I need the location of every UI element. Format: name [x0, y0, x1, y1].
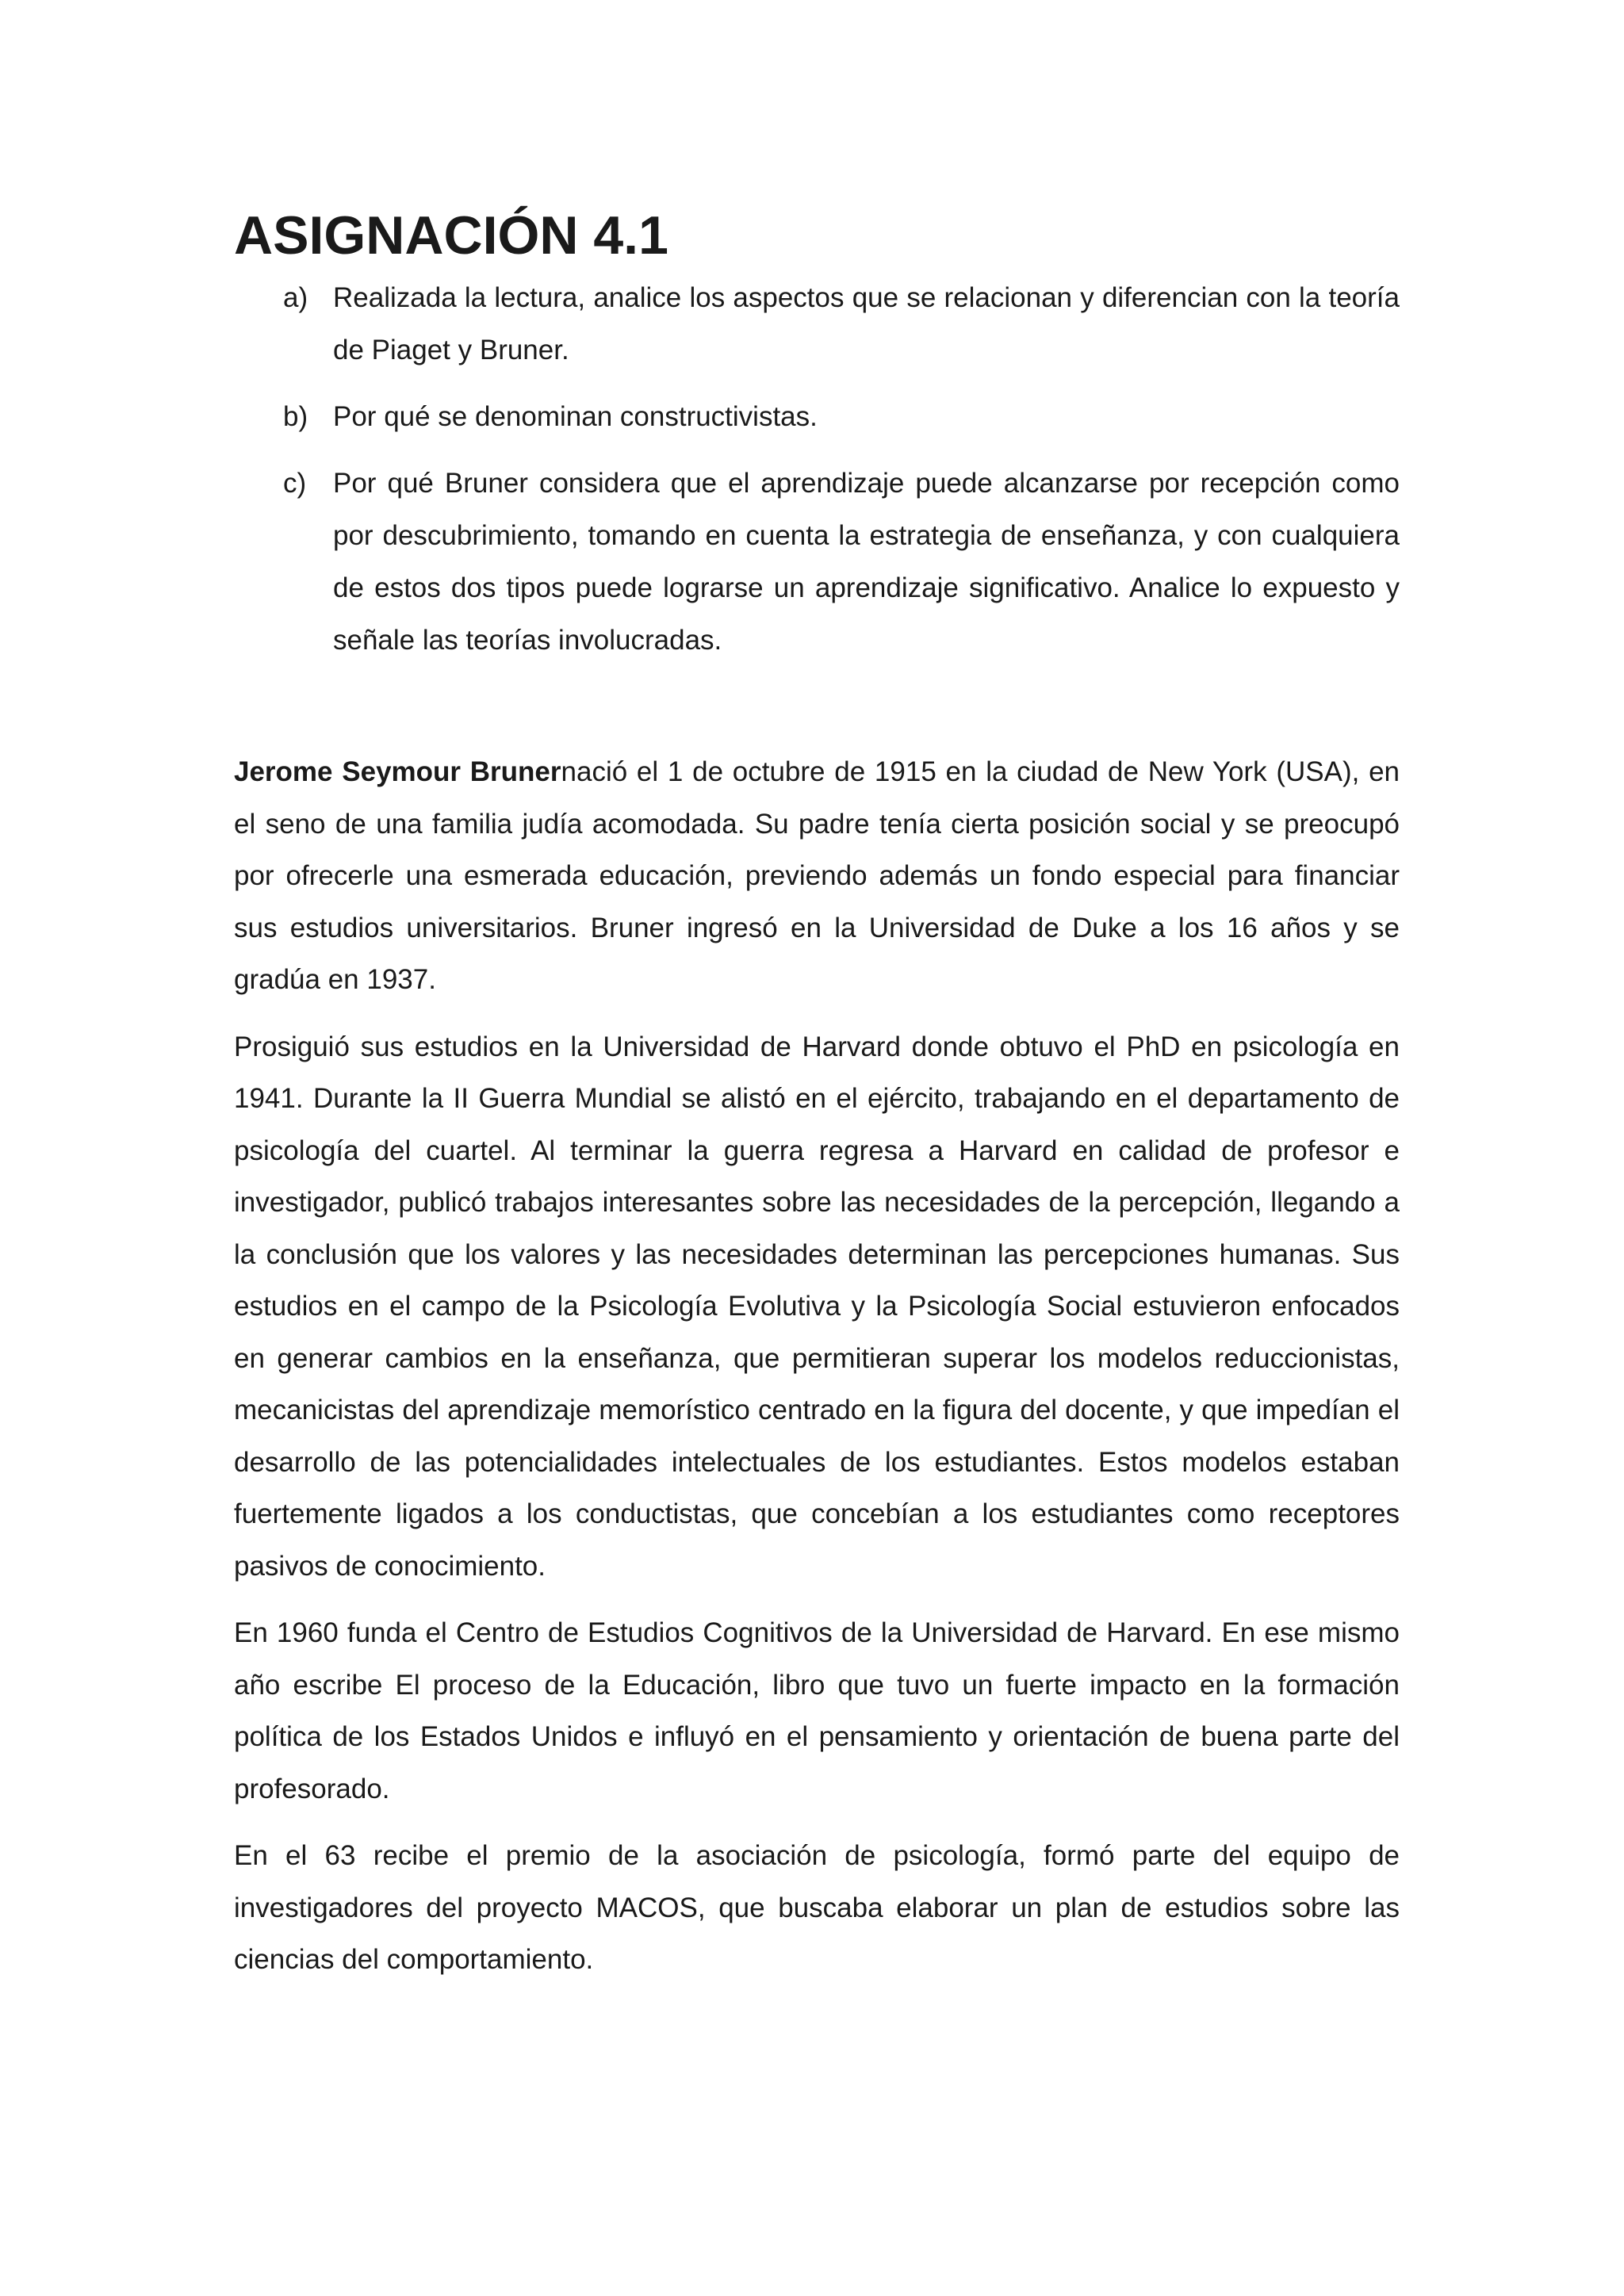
list-marker: c)	[283, 468, 307, 499]
biography-section	[234, 746, 1400, 1986]
bio-paragraph-2: Prosiguió sus estudios en la Universidad de Harvard donde obtuvo el PhD en psicología en 1941. Durante la II Guerra Mundial se alistó en el ejército, trabajando en el departamento de psicología del cuartel. Al terminar la guerra regresa a Harvard en calidad de profesor e investigador, publicó trabajos interesantes sobre las necesidades de la percepción, llegando a la conclusión que los valores y las necesidades determinan las percepciones humanas. Sus estudios en el campo de la Psicología Evolutiva y la Psicología Social estuvieron enfocados en generar cambios en la enseñanza, que permitieran superar los modelos reduccionistas, mecanicistas del aprendizaje memorístico centrado en la figura del docente, y que impedían el desarrollo de las potencialidades intelectuales de los estudiantes. Estos modelos estaban fuertemente ligados a los conductistas, que concebían a los estudiantes como receptores pasivos de conocimiento.	[234, 1031, 1400, 1582]
list-marker: b)	[283, 401, 308, 432]
question-text: Por qué se denominan constructivistas.	[333, 401, 818, 432]
question-text: Realizada la lectura, analice los aspectos que se relacionan y diferencian con la teoría de Piaget y Bruner.	[333, 282, 1400, 365]
question-text: Por qué Bruner considera que el aprendizaje puede alcanzarse por recepción como por descubrimiento, tomando en cuenta la estrategia de enseñanza, y con cualquiera de estos dos tipos puede lograrse un aprendizaje significativo. Analice lo expuesto y señale las teorías involucradas.	[333, 468, 1400, 656]
document-page	[234, 202, 1400, 2001]
bio-name: Jerome Seymour Bruner	[234, 756, 561, 787]
bio-paragraph-3: En 1960 funda el Centro de Estudios Cognitivos de la Universidad de Harvard. En ese mismo año escribe El proceso de la Educación, libro que tuvo un fuerte impacto en la formación política de los Estados Unidos e influyó en el pensamiento y orientación de buena parte del profesorado.	[234, 1617, 1400, 1804]
bio-paragraph-4: En el 63 recibe el premio de la asociación de psicología, formó parte del equipo de investigadores del proyecto MACOS, que buscaba elaborar un plan de estudios sobre las ciencias del comportamiento.	[234, 1840, 1400, 1975]
list-marker: a)	[283, 282, 308, 313]
bio-paragraph-1	[234, 746, 1400, 1006]
page-title: ASIGNACIÓN 4.1	[234, 205, 668, 266]
question-item-c	[234, 457, 1400, 667]
question-item-a	[234, 272, 1400, 377]
question-item-b	[234, 391, 1400, 443]
question-list	[234, 272, 1400, 667]
bio-paragraph-1-text: nació el 1 de octubre de 1915 en la ciudad de New York (USA), en el seno de una familia judía acomodada. Su padre tenía cierta posición social y se preocupó por ofrecerle una esmerada educación, previendo además un fondo especial para financiar sus estudios universitarios. Bruner ingresó en la Universidad de Duke a los 16 años y se gradúa en 1937.	[234, 756, 1400, 995]
